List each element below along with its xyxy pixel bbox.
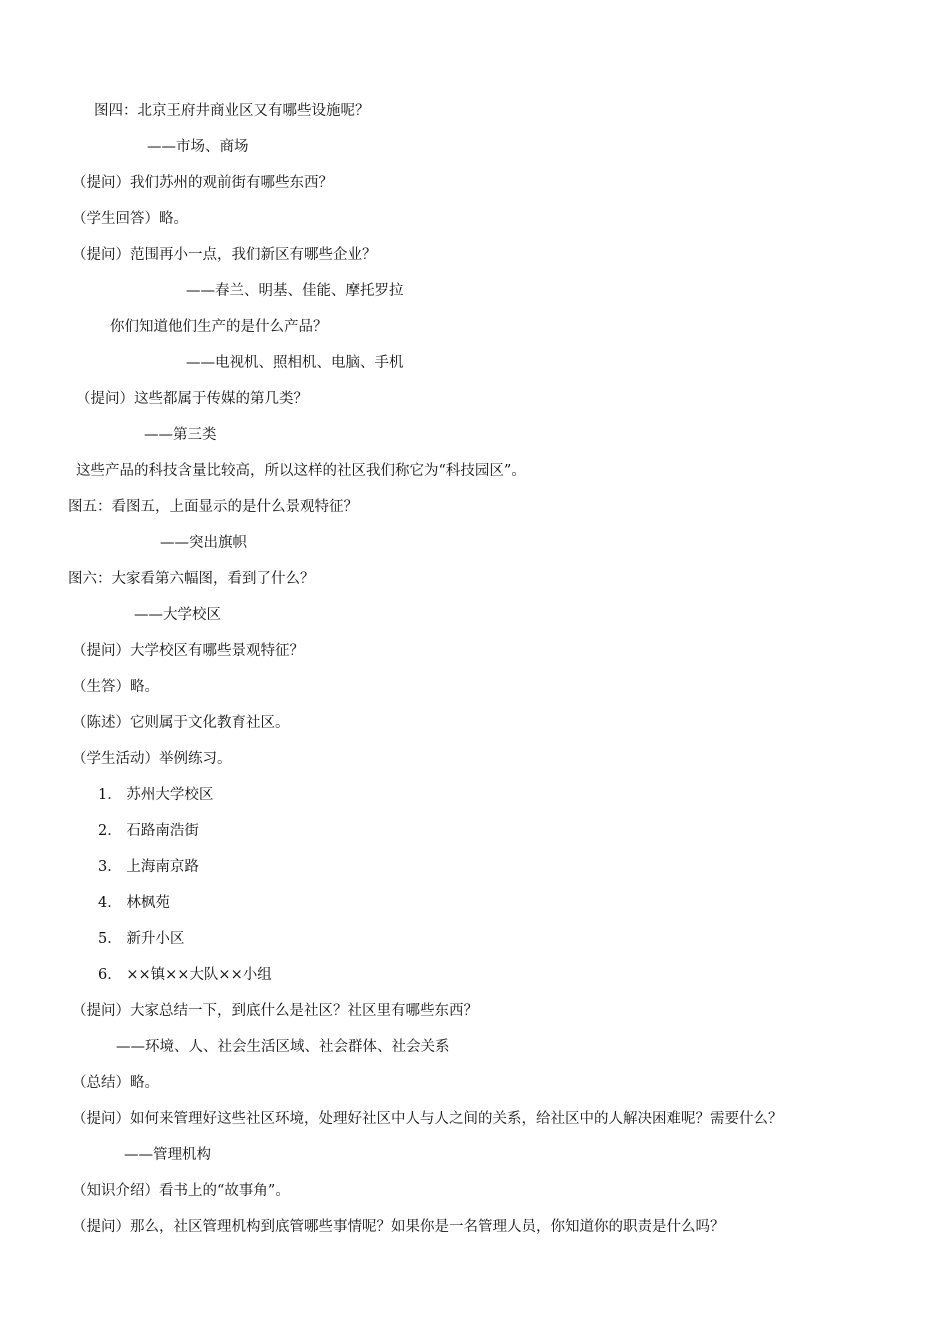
text-line: 这些产品的科技含量比较高，所以这样的社区我们称它为“科技园区”。 [76, 463, 526, 479]
question-line: （提问）大学校区有哪些景观特征？ [72, 643, 304, 659]
text-line: （知识介绍）看书上的“故事角”。 [72, 1183, 290, 1199]
answer-line: ——大学校区 [134, 607, 221, 623]
list-item: 2． 石路南浩街 [98, 823, 199, 839]
figure-caption-line: 图五：看图五，上面显示的是什么景观特征？ [68, 499, 358, 515]
list-item: 3． 上海南京路 [98, 859, 199, 875]
text-line: 图四：北京王府井商业区又有哪些设施呢？ [94, 103, 370, 119]
question-line: （提问）这些都属于传媒的第几类？ [76, 391, 308, 407]
answer-line: ——市场、商场 [147, 139, 249, 155]
text-line: 你们知道他们生产的是什么产品？ [110, 319, 328, 335]
text-line: （学生回答）略。 [72, 211, 188, 227]
list-item: 6． ××镇××大队××小组 [98, 967, 272, 983]
answer-line: ——第三类 [144, 427, 217, 443]
question-line: （提问）范围再小一点，我们新区有哪些企业？ [72, 247, 377, 263]
question-line: （提问）如何来管理好这些社区环境，处理好社区中人与人之间的关系，给社区中的人解决困难呢？需要什么？ [72, 1111, 783, 1127]
list-item: 5． 新升小区 [98, 931, 185, 947]
text-line: （总结）略。 [72, 1075, 159, 1091]
answer-line: ——春兰、明基、佳能、摩托罗拉 [186, 283, 404, 299]
answer-line: ——突出旗帜 [160, 535, 247, 551]
figure-caption-line: 图六：大家看第六幅图，看到了什么？ [68, 571, 315, 587]
question-line: （提问）那么，社区管理机构到底管哪些事情呢？如果你是一名管理人员，你知道你的职责是什么吗？ [72, 1219, 725, 1235]
question-line: （提问）大家总结一下，到底什么是社区？社区里有哪些东西？ [72, 1003, 478, 1019]
text-line: （学生活动）举例练习。 [72, 751, 232, 767]
answer-line: ——电视机、照相机、电脑、手机 [186, 355, 404, 371]
answer-line: ——管理机构 [124, 1147, 211, 1163]
list-item: 1． 苏州大学校区 [98, 787, 214, 803]
text-line: （生答）略。 [72, 679, 159, 695]
list-item: 4． 林枫苑 [98, 895, 170, 911]
question-line: （提问）我们苏州的观前街有哪些东西？ [72, 175, 333, 191]
text-line: （陈述）它则属于文化教育社区。 [72, 715, 290, 731]
answer-line: ——环境、人、社会生活区域、社会群体、社会关系 [116, 1039, 450, 1055]
